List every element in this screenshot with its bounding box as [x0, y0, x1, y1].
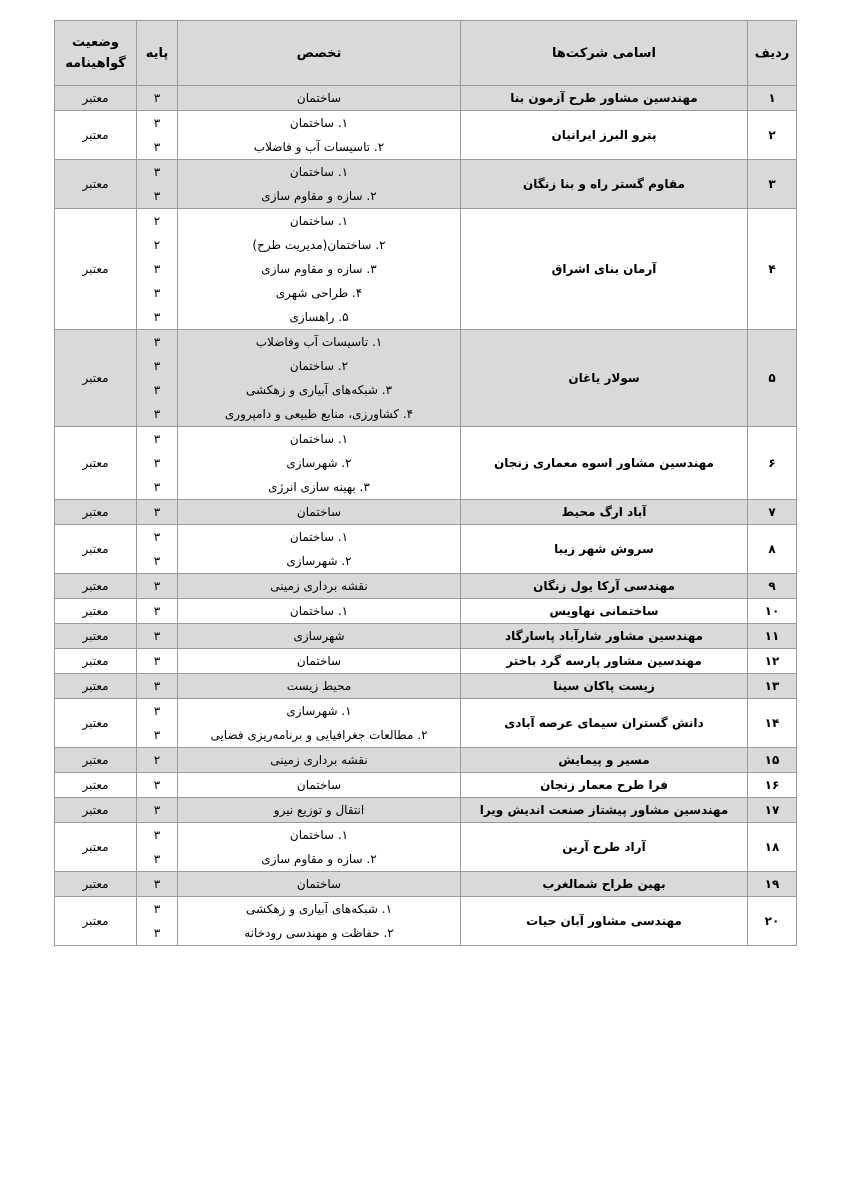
specialty-line: ۲. ساختمان(مدیریت طرح)	[252, 238, 386, 252]
specialty-cell	[178, 624, 461, 649]
company-name: دانش گستران سیمای عرصه آبادی	[461, 699, 748, 748]
certificate-status: معتبر	[55, 500, 137, 525]
certificate-status: معتبر	[55, 649, 137, 674]
row-index: ۶	[748, 427, 797, 500]
grade-cell	[137, 872, 178, 897]
grade-cell	[137, 111, 178, 160]
certificate-status: معتبر	[55, 748, 137, 773]
specialty-line: ۱. ساختمان	[289, 432, 349, 446]
header-grade: پایه	[137, 21, 178, 86]
certificate-status: معتبر	[55, 699, 137, 748]
row-index: ۱	[748, 86, 797, 111]
specialty-cell	[178, 674, 461, 699]
grade-line: ۳	[153, 432, 161, 446]
grade-line: ۳	[153, 407, 161, 421]
grade-cell	[137, 574, 178, 599]
company-name: آراد طرح آرین	[461, 823, 748, 872]
row-index: ۳	[748, 160, 797, 209]
row-index: ۵	[748, 330, 797, 427]
header-company: اسامی شرکت‌ها	[461, 21, 748, 86]
company-name: فرا طرح معمار زنجان	[461, 773, 748, 798]
grade-line: ۳	[153, 579, 161, 593]
row-index: ۷	[748, 500, 797, 525]
certificate-status: معتبر	[55, 599, 137, 624]
specialty-line: ساختمان	[296, 778, 342, 792]
grade-line: ۳	[153, 604, 161, 618]
specialty-line: ۱. ساختمان	[289, 214, 349, 228]
table-row	[55, 823, 797, 872]
grade-cell	[137, 209, 178, 330]
specialty-line: ساختمان	[296, 91, 342, 105]
certificate-status: معتبر	[55, 674, 137, 699]
specialty-line: ۱. ساختمان	[289, 530, 349, 544]
specialty-line: ۲. حفاظت و مهندسی رودخانه	[244, 926, 394, 940]
table-row	[55, 773, 797, 798]
certificate-status: معتبر	[55, 773, 137, 798]
certificate-status: معتبر	[55, 823, 137, 872]
company-name: سولار یاغان	[461, 330, 748, 427]
row-index: ۱۰	[748, 599, 797, 624]
row-index: ۸	[748, 525, 797, 574]
header-index: ردیف	[748, 21, 797, 86]
specialty-cell	[178, 798, 461, 823]
specialty-line: ۱. شبکه‌های آبیاری و زهکشی	[245, 902, 393, 916]
certificate-status: معتبر	[55, 525, 137, 574]
company-name: مهندسی آرکا یول زنگان	[461, 574, 748, 599]
specialty-cell	[178, 330, 461, 427]
table-row	[55, 525, 797, 574]
certificate-status: معتبر	[55, 798, 137, 823]
grade-cell	[137, 748, 178, 773]
grade-line: ۳	[153, 803, 161, 817]
company-name: مهندسین مشاور طرح آزمون بنا	[461, 86, 748, 111]
table-row	[55, 209, 797, 330]
table-row	[55, 160, 797, 209]
grade-line: ۳	[153, 335, 161, 349]
table-row	[55, 599, 797, 624]
specialty-line: ۱. ساختمان	[289, 165, 349, 179]
grade-line: ۳	[153, 679, 161, 693]
table-row	[55, 111, 797, 160]
grade-cell	[137, 624, 178, 649]
specialty-cell	[178, 111, 461, 160]
specialty-line: ۲. تاسیسات آب و فاضلاب	[253, 140, 385, 154]
grade-cell	[137, 160, 178, 209]
specialty-cell	[178, 773, 461, 798]
specialty-line: ۲. سازه و مقاوم سازی	[261, 189, 377, 203]
table-body	[55, 86, 797, 946]
grade-line: ۳	[153, 91, 161, 105]
specialty-cell	[178, 649, 461, 674]
specialty-line: ۱. ساختمان	[289, 828, 349, 842]
grade-line: ۳	[153, 456, 161, 470]
header-specialty: تخصص	[178, 21, 461, 86]
certificate-status: معتبر	[55, 330, 137, 427]
table-row	[55, 897, 797, 946]
specialty-line: ساختمان	[296, 877, 342, 891]
grade-cell	[137, 773, 178, 798]
grade-cell	[137, 649, 178, 674]
grade-line: ۳	[153, 383, 161, 397]
row-index: ۱۶	[748, 773, 797, 798]
table-row	[55, 699, 797, 748]
certificate-status: معتبر	[55, 872, 137, 897]
grade-line: ۳	[153, 926, 161, 940]
grade-line: ۲	[153, 238, 161, 252]
specialty-line: ۲. شهرسازی	[286, 456, 352, 470]
specialty-cell	[178, 748, 461, 773]
company-name: ساختمانی نهاویس	[461, 599, 748, 624]
specialty-line: ۲. سازه و مقاوم سازی	[261, 852, 377, 866]
company-name: سروش شهر زیبا	[461, 525, 748, 574]
company-name: آباد ارگ محیط	[461, 500, 748, 525]
grade-cell	[137, 674, 178, 699]
grade-cell	[137, 427, 178, 500]
specialty-cell	[178, 823, 461, 872]
grade-cell	[137, 525, 178, 574]
specialty-line: ۱. ساختمان	[289, 116, 349, 130]
specialty-line: ۲. ساختمان	[289, 359, 349, 373]
company-name: مهندسین مشاور پیشتاز صنعت اندیش ویرا	[461, 798, 748, 823]
grade-line: ۲	[153, 753, 161, 767]
grade-cell	[137, 798, 178, 823]
table-header-row	[55, 21, 797, 86]
company-name: مهندسین مشاور شارآباد پاسارگاد	[461, 624, 748, 649]
grade-cell	[137, 823, 178, 872]
row-index: ۱۹	[748, 872, 797, 897]
specialty-line: ۱. تاسیسات آب وفاضلاب	[255, 335, 383, 349]
grade-line: ۳	[153, 554, 161, 568]
table-row	[55, 872, 797, 897]
specialty-line: ۳. شبکه‌های آبیاری و زهکشی	[245, 383, 393, 397]
company-name: پترو البرز ایرانیان	[461, 111, 748, 160]
specialty-line: ۱. شهرسازی	[286, 704, 352, 718]
specialty-line: نقشه برداری زمینی	[270, 579, 368, 593]
company-name: مسیر و پیمایش	[461, 748, 748, 773]
table-row	[55, 624, 797, 649]
row-index: ۱۷	[748, 798, 797, 823]
grade-line: ۳	[153, 654, 161, 668]
grade-cell	[137, 330, 178, 427]
header-status: وضعیت گواهینامه	[55, 21, 137, 86]
table-row	[55, 798, 797, 823]
specialty-cell	[178, 872, 461, 897]
grade-line: ۳	[153, 286, 161, 300]
company-name: مقاوم گستر راه و بنا زنگان	[461, 160, 748, 209]
row-index: ۱۳	[748, 674, 797, 699]
specialty-line: انتقال و توزیع نیرو	[273, 803, 365, 817]
specialty-cell	[178, 427, 461, 500]
specialty-line: ۵. راهسازی	[289, 310, 349, 324]
company-name: مهندسین مشاور اسوه معماری زنجان	[461, 427, 748, 500]
certificate-status: معتبر	[55, 897, 137, 946]
company-name: مهندسی مشاور آبان حیات	[461, 897, 748, 946]
row-index: ۱۴	[748, 699, 797, 748]
company-name: مهندسین مشاور پارسه گرد باختر	[461, 649, 748, 674]
grade-cell	[137, 500, 178, 525]
table-row	[55, 500, 797, 525]
table-row	[55, 574, 797, 599]
row-index: ۲	[748, 111, 797, 160]
certificate-status: معتبر	[55, 427, 137, 500]
row-index: ۱۵	[748, 748, 797, 773]
grade-line: ۳	[153, 852, 161, 866]
grade-line: ۳	[153, 116, 161, 130]
grade-line: ۳	[153, 480, 161, 494]
certificate-status: معتبر	[55, 160, 137, 209]
specialty-line: ۱. ساختمان	[289, 604, 349, 618]
table-row	[55, 649, 797, 674]
grade-line: ۲	[153, 214, 161, 228]
grade-line: ۳	[153, 530, 161, 544]
row-index: ۱۱	[748, 624, 797, 649]
specialty-line: ۴. کشاورزی، منابع طبیعی و دامپروری	[224, 407, 414, 421]
grade-cell	[137, 599, 178, 624]
specialty-line: ۲. مطالعات جغرافیایی و برنامه‌ریزی فضایی	[210, 728, 428, 742]
table-row	[55, 748, 797, 773]
row-index: ۲۰	[748, 897, 797, 946]
certificate-status: معتبر	[55, 624, 137, 649]
grade-line: ۳	[153, 505, 161, 519]
table-row	[55, 86, 797, 111]
specialty-cell	[178, 574, 461, 599]
specialty-line: نقشه برداری زمینی	[270, 753, 368, 767]
certificate-status: معتبر	[55, 574, 137, 599]
grade-line: ۳	[153, 310, 161, 324]
grade-line: ۳	[153, 828, 161, 842]
table-row	[55, 330, 797, 427]
specialty-line: ۳. بهینه سازی انرژی	[268, 480, 370, 494]
specialty-cell	[178, 160, 461, 209]
table-row	[55, 427, 797, 500]
specialty-cell	[178, 500, 461, 525]
row-index: ۱۲	[748, 649, 797, 674]
specialty-line: ۳. سازه و مقاوم سازی	[261, 262, 377, 276]
grade-line: ۳	[153, 140, 161, 154]
specialty-line: ساختمان	[296, 505, 342, 519]
certificate-status: معتبر	[55, 86, 137, 111]
table-row	[55, 674, 797, 699]
specialty-line: ۴. طراحی شهری	[275, 286, 363, 300]
grade-line: ۳	[153, 704, 161, 718]
grade-cell	[137, 699, 178, 748]
specialty-line: شهرسازی	[293, 629, 345, 643]
specialty-line: ساختمان	[296, 654, 342, 668]
specialty-cell	[178, 699, 461, 748]
company-name: آرمان بنای اشراق	[461, 209, 748, 330]
certificate-status: معتبر	[55, 209, 137, 330]
specialty-cell	[178, 209, 461, 330]
grade-line: ۳	[153, 902, 161, 916]
specialty-cell	[178, 525, 461, 574]
grade-line: ۳	[153, 189, 161, 203]
company-name: زیست پاکان سینا	[461, 674, 748, 699]
grade-line: ۳	[153, 629, 161, 643]
specialty-cell	[178, 599, 461, 624]
company-name: بهین طراح شمالغرب	[461, 872, 748, 897]
companies-table	[54, 20, 797, 946]
grade-line: ۳	[153, 359, 161, 373]
specialty-cell	[178, 897, 461, 946]
row-index: ۹	[748, 574, 797, 599]
specialty-cell	[178, 86, 461, 111]
certificate-status: معتبر	[55, 111, 137, 160]
grade-line: ۳	[153, 728, 161, 742]
grade-line: ۳	[153, 262, 161, 276]
row-index: ۴	[748, 209, 797, 330]
grade-cell	[137, 897, 178, 946]
grade-cell	[137, 86, 178, 111]
grade-line: ۳	[153, 778, 161, 792]
grade-line: ۳	[153, 877, 161, 891]
specialty-line: ۲. شهرسازی	[286, 554, 352, 568]
specialty-line: محیط زیست	[286, 679, 352, 693]
row-index: ۱۸	[748, 823, 797, 872]
grade-line: ۳	[153, 165, 161, 179]
